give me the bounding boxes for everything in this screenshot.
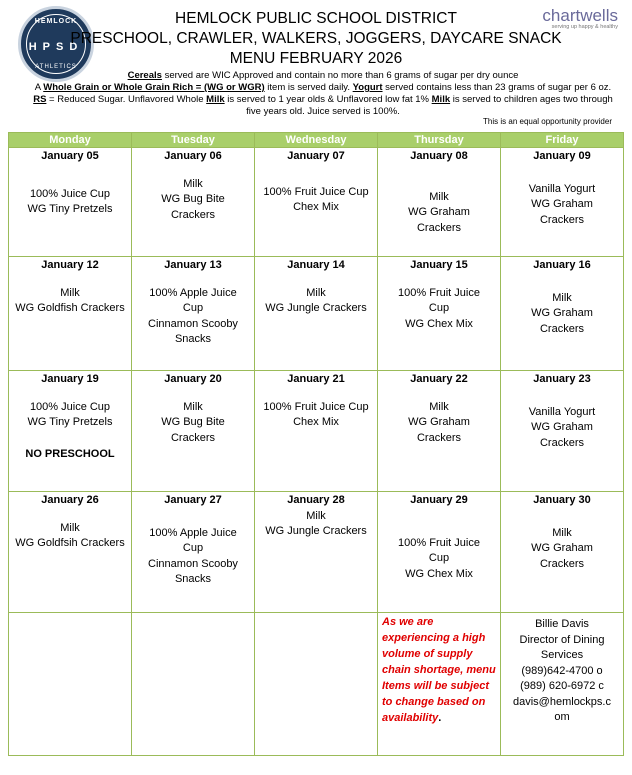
note-milk-text: is served to 1 year olds & Unflavored low fat 1% <box>224 94 432 105</box>
spacer <box>381 274 497 286</box>
menu-item: Chex Mix <box>293 416 339 428</box>
day-cell <box>132 148 255 257</box>
spacer <box>258 274 374 286</box>
note-cereals-text: served are WIC Approved and contain no more than 6 grams of sugar per dry ounce <box>161 70 519 81</box>
day-cell <box>501 148 624 257</box>
menu-item: Vanilla Yogurt <box>528 182 596 195</box>
day-date: January 14 <box>287 259 345 271</box>
logo-top-text: HEMLOCK <box>34 18 78 25</box>
day-cell <box>9 257 132 371</box>
contact-cell-phone: (989) 620-6972 c <box>520 680 604 692</box>
empty-cell <box>255 613 378 756</box>
contact-office-phone: (989)642-4700 o <box>521 664 603 677</box>
spacer <box>504 274 620 291</box>
supply-chain-notice-period: . <box>438 712 442 724</box>
spacer <box>12 509 128 521</box>
day-date: January 26 <box>41 494 99 506</box>
day-date: January 08 <box>410 150 468 162</box>
contact-email-1: davis@hemlockps.c <box>513 695 611 708</box>
spacer <box>504 388 620 405</box>
menu-item: Milk <box>429 400 449 413</box>
day-cell <box>255 148 378 257</box>
day-header-friday: Friday <box>501 133 624 148</box>
spacer <box>504 509 620 526</box>
day-date: January 19 <box>41 373 99 385</box>
day-cell <box>255 371 378 492</box>
spacer <box>135 509 251 526</box>
spacer <box>12 165 128 187</box>
empty-cell <box>132 613 255 756</box>
menu-item: Cup <box>428 552 450 564</box>
week-row <box>9 257 624 371</box>
day-cell <box>9 371 132 492</box>
spacer <box>135 165 251 177</box>
day-cell <box>501 257 624 371</box>
note-milk-1: Milk <box>206 94 225 105</box>
spacer <box>258 388 374 400</box>
equal-opportunity-statement: This is an equal opportunity provider <box>483 117 612 126</box>
menu-item: Cup <box>428 302 450 314</box>
note-yogurt: Yogurt <box>352 82 383 93</box>
day-cell <box>132 257 255 371</box>
district-title: HEMLOCK PUBLIC SCHOOL DISTRICT <box>175 10 457 27</box>
day-cell <box>255 257 378 371</box>
menu-item: Crackers <box>170 208 215 221</box>
menu-item: Milk <box>306 286 326 299</box>
day-cell <box>9 148 132 257</box>
menu-item: WG Jungle Crackers <box>265 525 367 537</box>
day-date: January 05 <box>41 150 99 162</box>
supply-chain-notice <box>378 613 501 756</box>
menu-item: Snacks <box>174 573 212 585</box>
day-cell <box>9 492 132 613</box>
day-date: January 07 <box>287 150 345 162</box>
menu-item: WG Bug Bite <box>161 416 225 428</box>
note-rs: RS <box>33 94 47 105</box>
menu-item: Cup <box>182 302 204 314</box>
brand-name: chartwells <box>542 6 618 25</box>
day-header-tuesday: Tuesday <box>132 133 255 148</box>
menu-item: 100% Juice Cup <box>29 400 111 413</box>
spacer <box>258 165 374 185</box>
menu-item: WG Chex Mix <box>405 567 473 580</box>
menu-item: 100% Fruit Juice Cup <box>263 400 369 413</box>
day-date: January 28 <box>287 494 345 506</box>
menu-item: WG Jungle Crackers <box>265 302 367 314</box>
menu-item: 100% Fruit Juice Cup <box>263 185 369 198</box>
week-row <box>9 371 624 492</box>
day-cell <box>132 371 255 492</box>
menu-item: WG Graham <box>531 198 593 210</box>
menu-month: MENU FEBRUARY 2026 <box>229 50 403 67</box>
menu-item: Milk <box>306 509 326 522</box>
logo-bottom-text: ATHLETICS <box>35 64 77 70</box>
menu-calendar <box>8 132 624 756</box>
day-header-wednesday: Wednesday <box>255 133 378 148</box>
menu-item: Crackers <box>539 557 584 570</box>
supply-chain-notice-text: As we are experiencing a high volume of supply chain shortage, menu Items will be subject to change based on availability <box>382 616 496 724</box>
spacer <box>381 509 497 536</box>
spacer <box>135 388 251 400</box>
logo-initials-right: SD <box>56 41 84 53</box>
menu-item: Cinnamon Scooby <box>148 557 238 570</box>
spacer <box>12 388 128 400</box>
menu-item: Crackers <box>539 322 584 335</box>
week-row <box>9 148 624 257</box>
menu-item: Milk <box>60 521 80 534</box>
contact-name: Billie Davis <box>535 618 589 630</box>
note-rs-text: = Reduced Sugar. Unflavored Whole <box>46 94 207 105</box>
menu-item: Milk <box>183 400 203 413</box>
note-a: A <box>34 82 44 93</box>
menu-item: Milk <box>183 177 203 190</box>
spacer <box>504 165 620 182</box>
menu-item: 100% Fruit Juice <box>398 286 480 299</box>
menu-item: 100% Apple Juice <box>149 286 237 299</box>
menu-item: Crackers <box>539 213 584 226</box>
spacer <box>135 274 251 286</box>
day-cell <box>378 492 501 613</box>
footer-row <box>9 613 624 756</box>
contact-title-2: Services <box>540 649 584 661</box>
menu-item: WG Graham <box>408 206 470 218</box>
day-date: January 06 <box>164 150 222 162</box>
menu-item: WG Chex Mix <box>405 317 473 330</box>
menu-item: 100% Juice Cup <box>29 187 111 200</box>
brand-tagline: serving up happy & healthy <box>551 24 618 30</box>
day-cell <box>255 492 378 613</box>
menu-item: Milk <box>60 286 80 299</box>
menu-item: WG Goldfish Crackers <box>15 302 125 314</box>
day-date: January 22 <box>410 373 468 385</box>
day-date: January 16 <box>533 259 591 271</box>
day-header-thursday: Thursday <box>378 133 501 148</box>
menu-item: WG Goldfsih Crackers <box>15 537 125 549</box>
day-date: January 21 <box>287 373 345 385</box>
empty-cell <box>9 613 132 756</box>
day-cell <box>378 148 501 257</box>
spacer <box>381 388 497 400</box>
note-milk-text-2: is served to children ages two through five years old. Juice served is 100%. <box>246 94 613 117</box>
menu-item: 100% Fruit Juice <box>398 536 480 549</box>
menu-item: Crackers <box>170 431 215 444</box>
menu-item: Vanilla Yogurt <box>528 405 596 418</box>
logo-initials-left: HP <box>28 41 56 53</box>
menu-item: Cinnamon Scooby <box>148 317 238 330</box>
nutrition-notes <box>28 70 618 118</box>
contact-title-1: Director of Dining <box>519 633 605 646</box>
menu-item: Milk <box>552 526 572 539</box>
menu-item: WG Graham <box>531 307 593 319</box>
spacer <box>381 165 497 190</box>
menu-item: Crackers <box>416 221 461 234</box>
menu-item: WG Bug Bite <box>161 193 225 205</box>
note-wg-text: item is served daily. <box>264 82 353 93</box>
day-date: January 27 <box>164 494 222 506</box>
menu-item: Crackers <box>539 436 584 449</box>
spacer <box>12 274 128 286</box>
day-date: January 13 <box>164 259 222 271</box>
no-preschool-note: NO PRESCHOOL <box>25 447 115 460</box>
day-cell <box>501 492 624 613</box>
menu-item: Milk <box>429 190 449 203</box>
day-cell <box>378 257 501 371</box>
week-row <box>9 492 624 613</box>
contact-info <box>501 613 624 756</box>
menu-item: 100% Apple Juice <box>149 526 237 539</box>
menu-item: Milk <box>552 291 572 304</box>
day-date: January 09 <box>533 150 591 162</box>
day-cell <box>378 371 501 492</box>
weekday-header-row <box>9 133 624 148</box>
note-cereals: Cereals <box>127 70 162 81</box>
day-date: January 23 <box>533 373 591 385</box>
day-header-monday: Monday <box>9 133 132 148</box>
menu-item: Cup <box>182 542 204 554</box>
menu-item: WG Graham <box>408 416 470 428</box>
note-wg: Whole Grain or Whole Grain Rich = (WG or WGR) <box>43 82 265 93</box>
day-date: January 29 <box>410 494 468 506</box>
day-date: January 15 <box>410 259 468 271</box>
contact-email-2: om <box>554 711 570 723</box>
menu-item: WG Tiny Pretzels <box>27 203 113 215</box>
menu-item: WG Graham <box>531 542 593 554</box>
day-date: January 12 <box>41 259 99 271</box>
menu-item: Crackers <box>416 431 461 444</box>
day-date: January 20 <box>164 373 222 385</box>
note-yogurt-text: served contains less than 23 grams of sugar per 6 oz. <box>382 82 612 93</box>
day-date: January 30 <box>533 494 591 506</box>
menu-item: Chex Mix <box>293 201 339 213</box>
day-cell <box>132 492 255 613</box>
menu-subtitle: PRESCHOOL, CRAWLER, WALKERS, JOGGERS, DAYCARE SNACK <box>70 30 562 47</box>
menu-item: WG Graham <box>531 421 593 433</box>
note-milk-2: Milk <box>431 94 451 105</box>
menu-item: WG Tiny Pretzels <box>27 416 113 428</box>
day-cell <box>501 371 624 492</box>
menu-item: Snacks <box>174 333 212 345</box>
